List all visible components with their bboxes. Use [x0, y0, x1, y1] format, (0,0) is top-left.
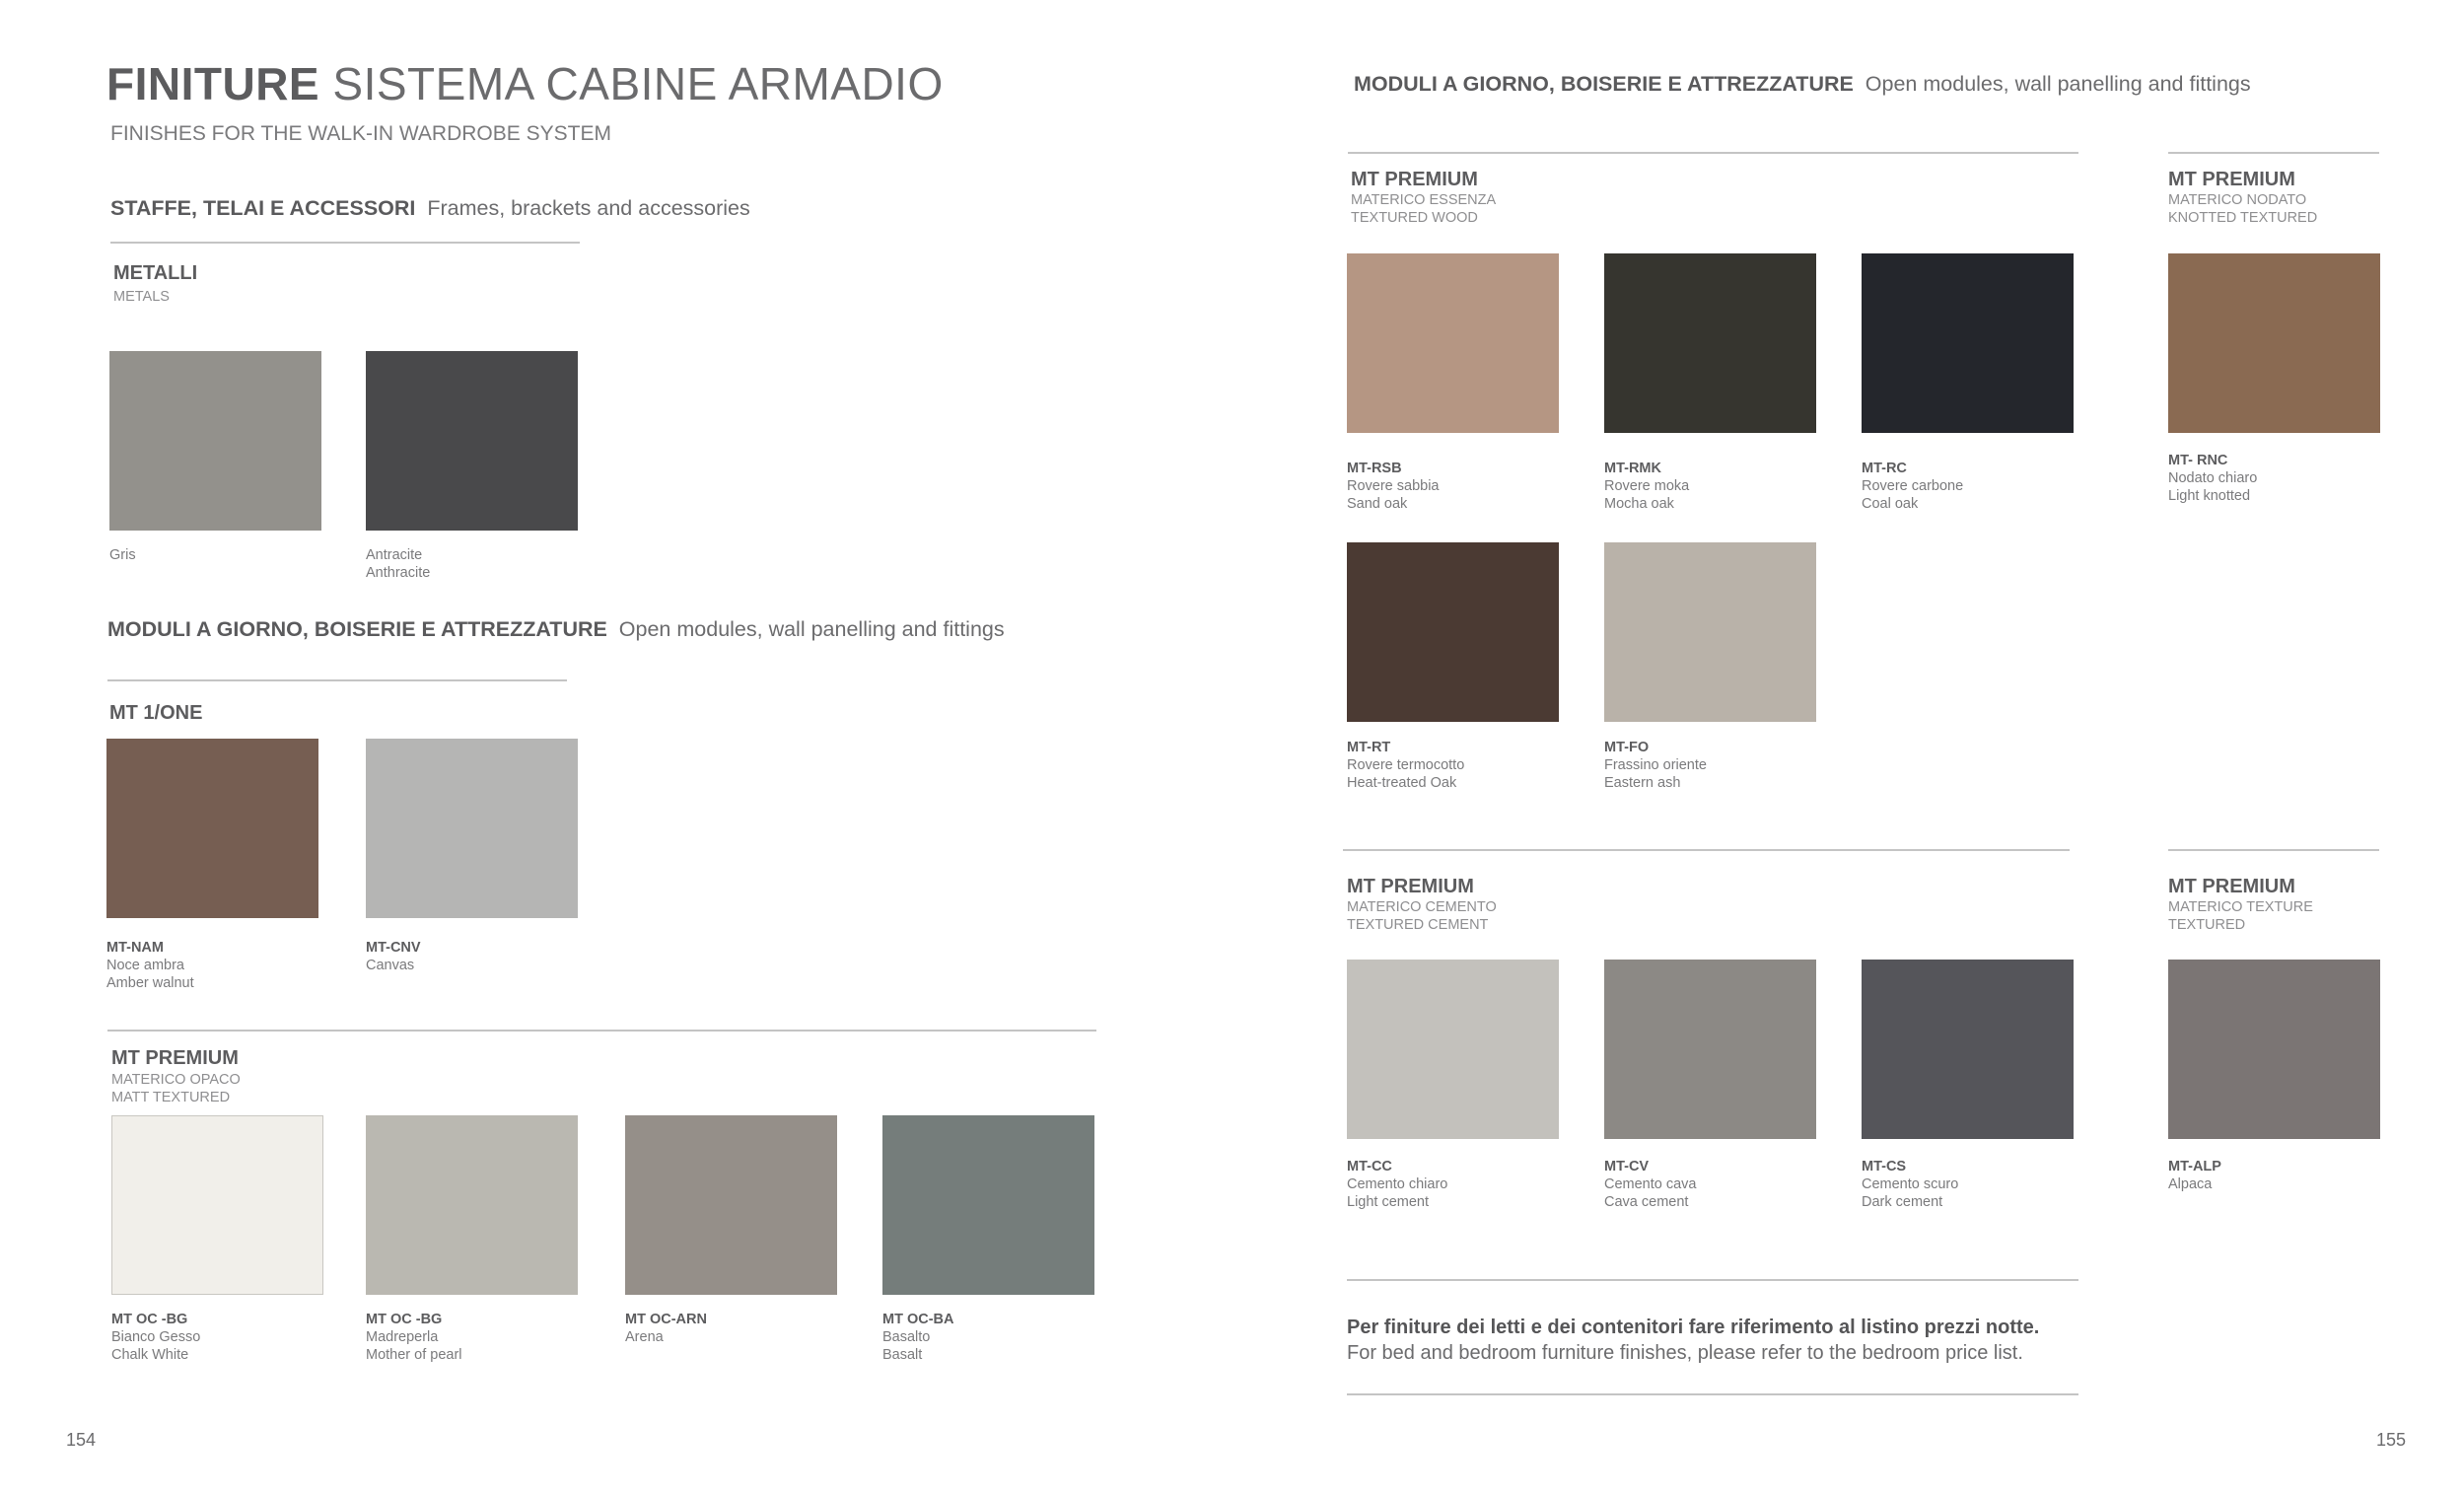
page-title: FINITURE SISTEMA CABINE ARMADIO	[106, 58, 944, 109]
swatch-caption: MT-FO Frassino oriente Eastern ash	[1604, 740, 1707, 791]
group-subtitle-opaco: MATERICO OPACO MATT TEXTURED	[111, 1072, 241, 1105]
swatch-finish[interactable]	[882, 1115, 1094, 1295]
swatch-caption: MT-CNV Canvas	[366, 940, 421, 973]
group-title-essenza: MT PREMIUM	[1351, 169, 1478, 190]
bedroom-finishes-note: Per finiture dei letti e dei contenitori fare riferimento al listino prezzi notte. For bed and bedroom furniture finishes, please refer to the bedroom price list.	[1347, 1317, 2040, 1364]
swatch-finish[interactable]	[366, 739, 578, 918]
swatch-caption: MT-RC Rovere carbone Coal oak	[1862, 461, 1964, 512]
group-subtitle-cemento: MATERICO CEMENTO TEXTURED CEMENT	[1347, 899, 1497, 933]
group-subtitle-essenza: MATERICO ESSENZA TEXTURED WOOD	[1351, 192, 1497, 226]
group-title-nodato: MT PREMIUM	[2168, 169, 2295, 190]
swatch-caption: Antracite Anthracite	[366, 547, 431, 581]
page-subtitle: FINISHES FOR THE WALK-IN WARDROBE SYSTEM	[110, 122, 611, 145]
swatch-caption: MT-CV Cemento cava Cava cement	[1604, 1159, 1697, 1210]
swatch-finish[interactable]	[1347, 253, 1559, 433]
group-title-mt1: MT 1/ONE	[109, 702, 203, 724]
swatch-caption: MT- RNC Nodato chiaro Light knotted	[2168, 453, 2258, 504]
divider	[107, 679, 567, 681]
swatch-finish[interactable]	[1347, 960, 1559, 1139]
section-heading-open-modules: MODULI A GIORNO, BOISERIE E ATTREZZATURE Open modules, wall panelling and fittings	[1354, 72, 2251, 96]
group-title-texture: MT PREMIUM	[2168, 876, 2295, 897]
group-title-opaco: MT PREMIUM	[111, 1047, 239, 1069]
group-subtitle-texture: MATERICO TEXTURE TEXTURED	[2168, 899, 2313, 933]
swatch-finish[interactable]	[1604, 960, 1816, 1139]
swatch-caption: MT OC-ARN Arena	[625, 1312, 707, 1345]
swatch-finish[interactable]	[1862, 960, 2074, 1139]
swatch-caption: Gris	[109, 547, 136, 563]
swatch-finish[interactable]	[366, 1115, 578, 1295]
swatch-caption: MT-ALP Alpaca	[2168, 1159, 2221, 1192]
divider	[1347, 1393, 2078, 1395]
swatch-finish[interactable]	[1604, 542, 1816, 722]
swatch-finish[interactable]	[2168, 253, 2380, 433]
section-heading-frames: STAFFE, TELAI E ACCESSORI Frames, brackets and accessories	[110, 196, 750, 220]
divider	[2168, 152, 2379, 154]
divider	[1347, 1279, 2078, 1281]
swatch-caption: MT-RT Rovere termocotto Heat-treated Oak	[1347, 740, 1465, 791]
swatch-finish[interactable]	[2168, 960, 2380, 1139]
divider	[2168, 849, 2379, 851]
swatch-caption: MT OC-BA Basalto Basalt	[882, 1312, 954, 1363]
divider	[1343, 849, 2070, 851]
swatch-caption: MT OC -BG Bianco Gesso Chalk White	[111, 1312, 201, 1363]
swatch-caption: MT-CC Cemento chiaro Light cement	[1347, 1159, 1448, 1210]
group-subtitle-metals: METALS	[113, 289, 170, 305]
group-subtitle-nodato: MATERICO NODATO KNOTTED TEXTURED	[2168, 192, 2318, 226]
swatch-metal[interactable]	[109, 351, 321, 531]
divider	[110, 242, 580, 244]
group-title-metals: METALLI	[113, 262, 198, 284]
section-heading-open-modules: MODULI A GIORNO, BOISERIE E ATTREZZATURE Open modules, wall panelling and fittings	[107, 617, 1005, 641]
swatch-caption: MT-CS Cemento scuro Dark cement	[1862, 1159, 1959, 1210]
page-number-right: 155	[2376, 1430, 2407, 1450]
swatch-finish[interactable]	[111, 1115, 323, 1295]
swatch-caption: MT OC -BG Madreperla Mother of pearl	[366, 1312, 462, 1363]
swatch-finish[interactable]	[1862, 253, 2074, 433]
swatch-finish[interactable]	[106, 739, 318, 918]
swatch-caption: MT-NAM Noce ambra Amber walnut	[106, 940, 194, 991]
swatch-metal[interactable]	[366, 351, 578, 531]
page-number-left: 154	[66, 1430, 97, 1450]
swatch-finish[interactable]	[1604, 253, 1816, 433]
swatch-finish[interactable]	[1347, 542, 1559, 722]
group-title-cemento: MT PREMIUM	[1347, 876, 1474, 897]
divider	[1348, 152, 2078, 154]
swatch-caption: MT-RMK Rovere moka Mocha oak	[1604, 461, 1690, 512]
divider	[107, 1030, 1096, 1032]
swatch-caption: MT-RSB Rovere sabbia Sand oak	[1347, 461, 1440, 512]
swatch-finish[interactable]	[625, 1115, 837, 1295]
